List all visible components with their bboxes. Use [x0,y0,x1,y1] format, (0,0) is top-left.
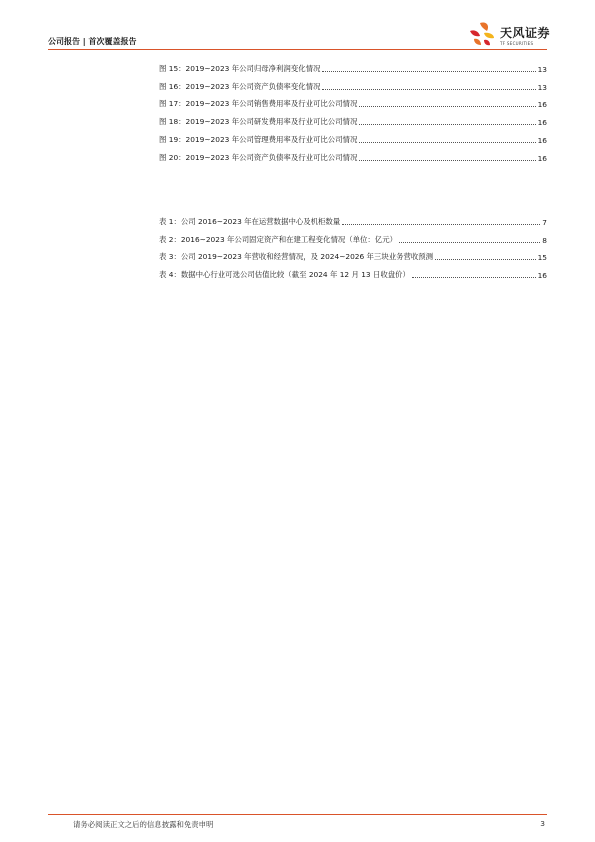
report-type-header: 公司报告 | 首次覆盖报告 [48,37,137,46]
toc-page-number: 15 [537,253,547,263]
toc-row-figure[interactable] [159,56,547,74]
toc-row-table[interactable] [159,245,547,263]
toc-row-figure[interactable] [159,109,547,127]
toc-entry-title: 表 4：数据中心行业可选公司估值比较（截至 2024 年 12 月 13 日收盘价） [159,270,410,280]
toc-entry-title: 图 18：2019~2023 年公司研发费用率及行业可比公司情况 [159,117,358,127]
leader-dots [399,241,540,243]
toc-entry-title: 图 20：2019~2023 年公司资产负债率及行业可比公司情况 [159,152,358,162]
toc-entry-title: 表 1：公司 2016~2023 年在运营数据中心及机柜数量 [159,216,341,226]
toc-entry-title: 图 16：2019~2023 年公司资产负债率变化情况 [159,81,321,91]
leader-dots [322,70,535,72]
leader-dots [359,141,535,143]
leader-dots [322,88,535,90]
toc-page-number: 8 [542,235,547,245]
toc-row-figure[interactable] [159,127,547,145]
logo-subtitle: TF SECURITIES [500,41,534,46]
toc-entry-title: 图 17：2019~2023 年公司销售费用率及行业可比公司情况 [159,99,358,109]
toc-page-number: 16 [537,100,547,110]
toc-page-number: 7 [542,217,547,227]
toc-row-figure[interactable] [159,145,547,163]
logo-mark-icon [466,20,498,50]
toc-page-number: 16 [537,118,547,128]
toc-row-figure[interactable] [159,74,547,92]
toc-page-number: 13 [537,64,547,74]
toc-row-table[interactable] [159,209,547,227]
company-logo [466,20,556,50]
toc-page-number: 13 [537,82,547,92]
leader-dots [342,223,540,225]
figure-index-list [159,56,547,163]
toc-entry-title: 表 3：公司 2019~2023 年营收和经营情况，及 2024~2026 年三块业务营收预测 [159,252,434,262]
leader-dots [435,258,536,260]
table-index-list [159,209,547,280]
toc-page-number: 16 [537,135,547,145]
logo-name: 天风证券 [500,26,551,40]
footer-disclaimer: 请务必阅读正文之后的信息披露和免责申明 [73,820,214,829]
toc-row-figure[interactable] [159,92,547,110]
toc-entry-title: 图 15：2019~2023 年公司归母净利润变化情况 [159,63,321,73]
footer-rule [48,814,547,815]
header-rule [48,49,547,50]
toc-entry-title: 表 2：2016~2023 年公司固定资产和在建工程变化情况（单位：亿元） [159,234,397,244]
toc-row-table[interactable] [159,227,547,245]
leader-dots [359,159,535,161]
toc-page-number: 16 [537,271,547,281]
toc-entry-title: 图 19：2019~2023 年公司管理费用率及行业可比公司情况 [159,134,358,144]
leader-dots [412,276,536,278]
toc-row-table[interactable] [159,262,547,280]
leader-dots [359,105,535,107]
leader-dots [359,123,535,125]
page-number: 3 [540,819,545,828]
toc-page-number: 16 [537,153,547,163]
